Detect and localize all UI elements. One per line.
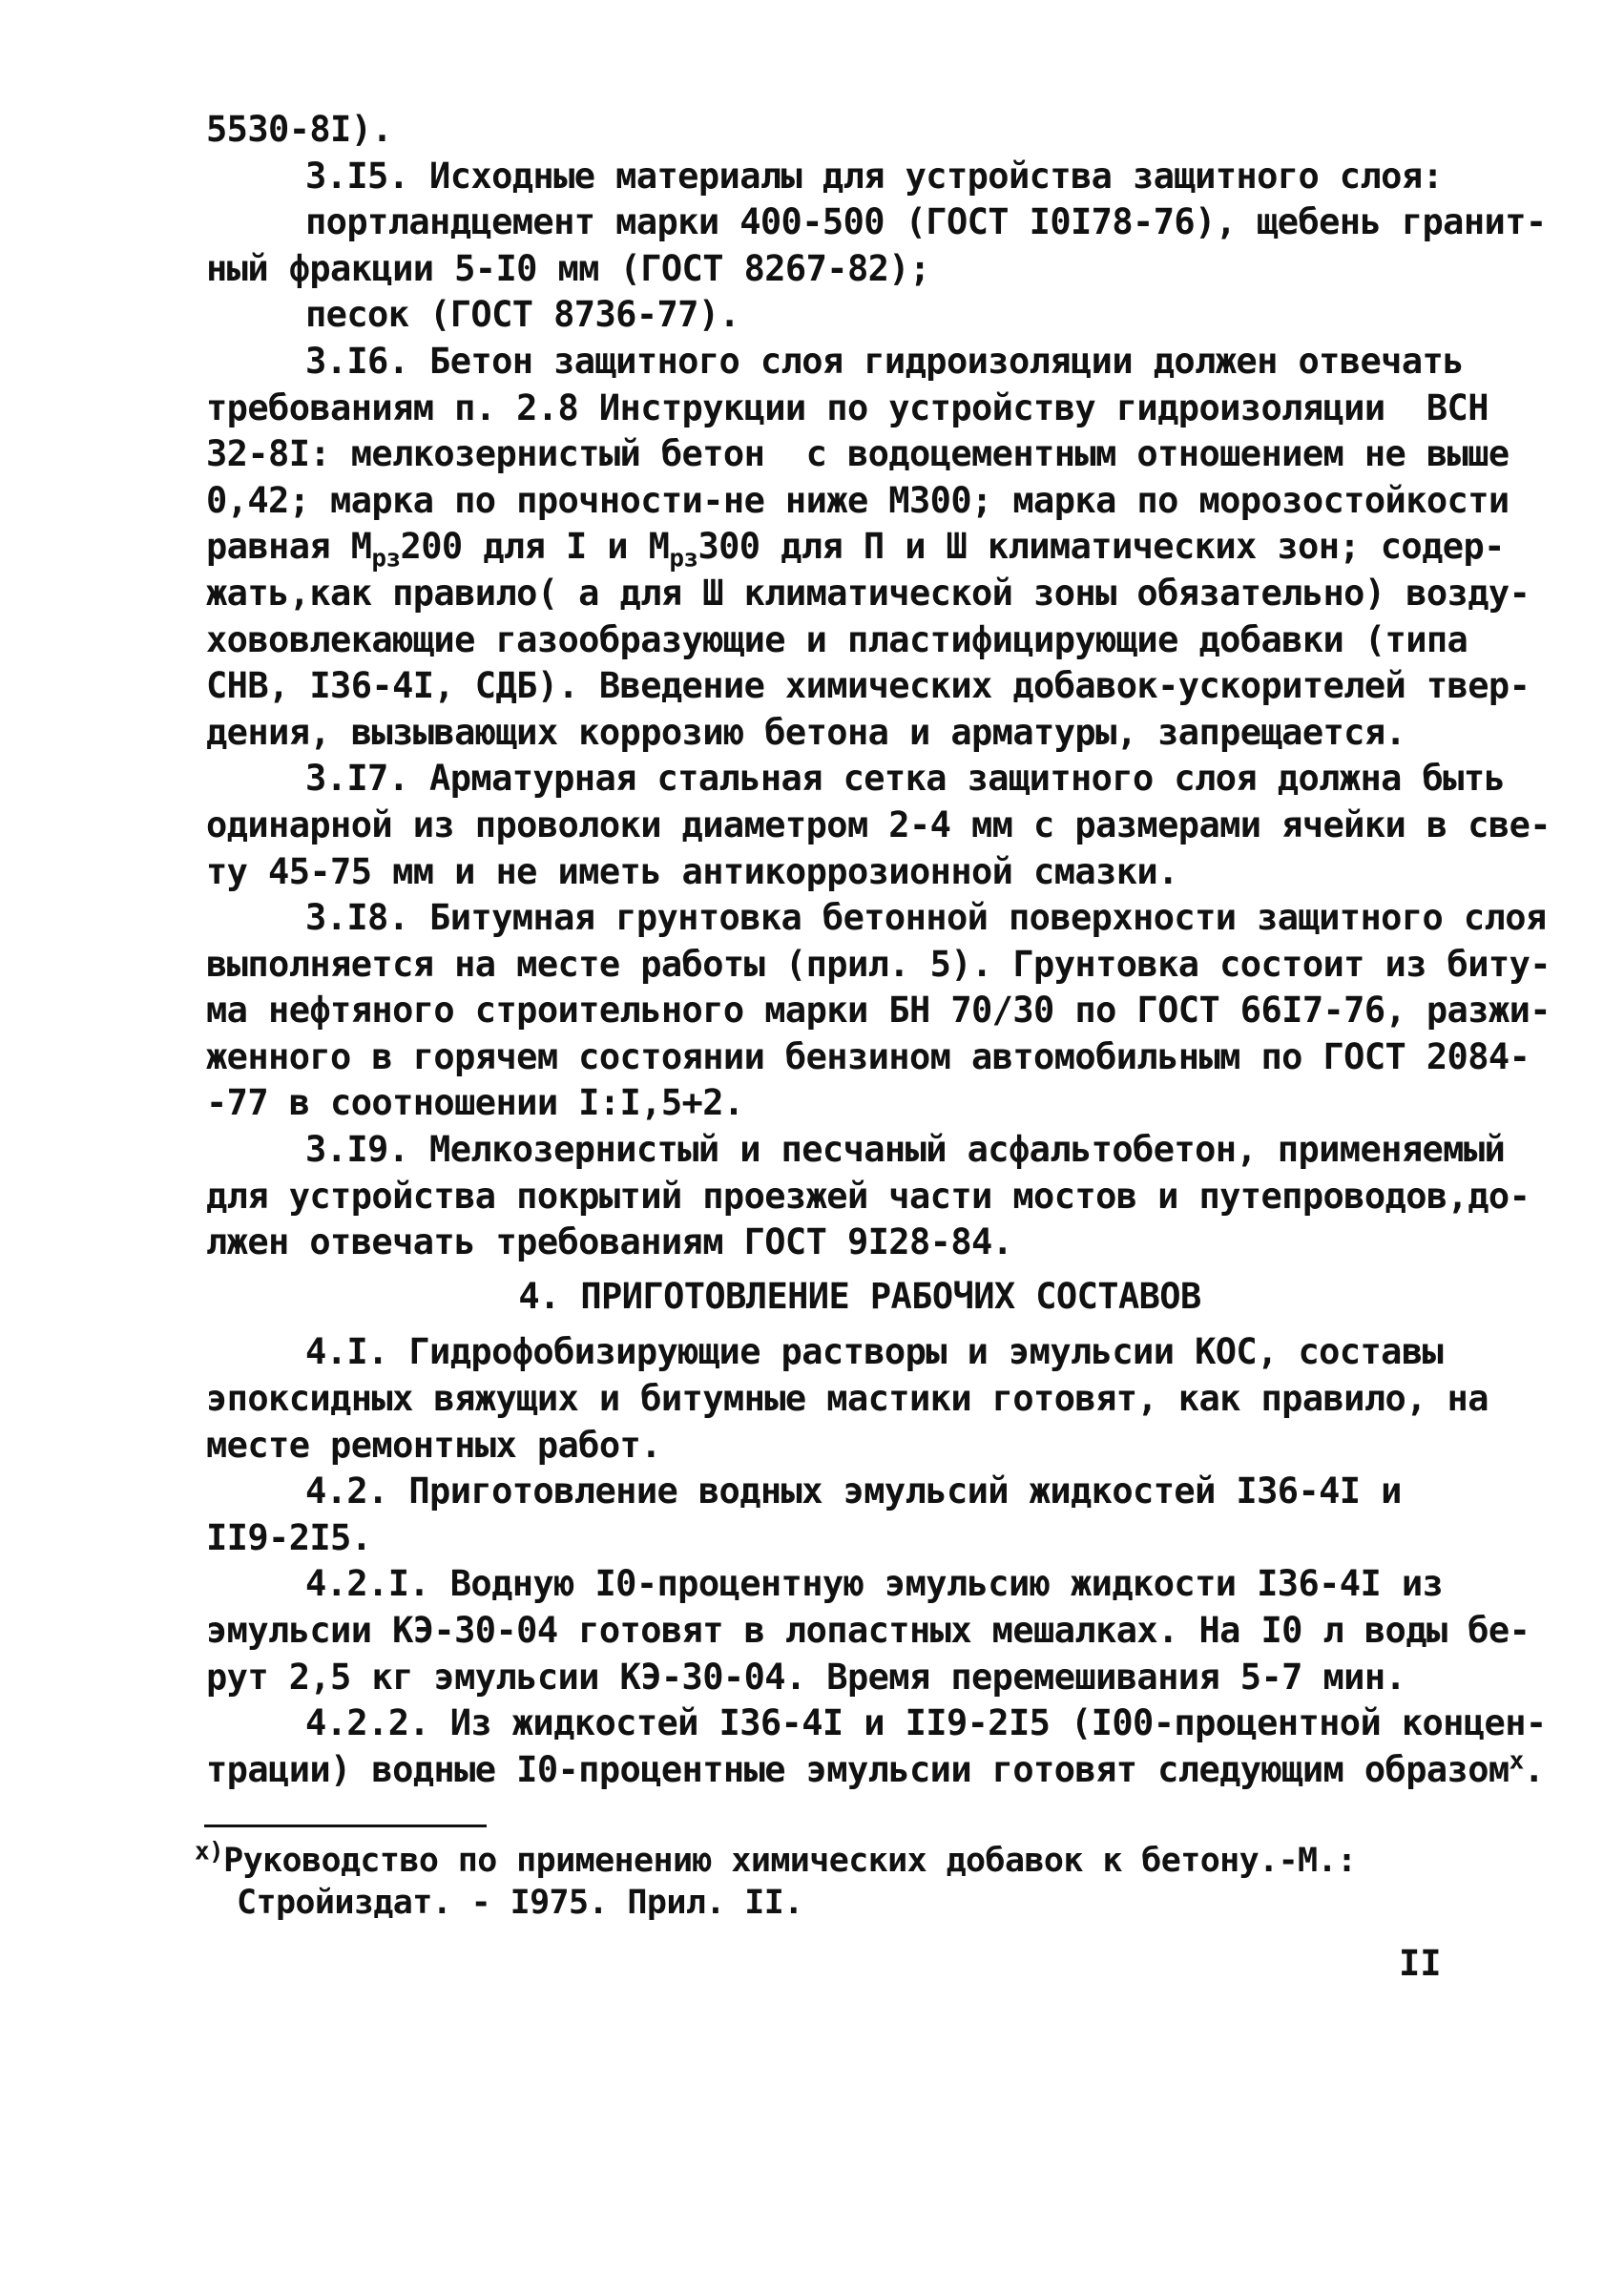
text-line: II9-2I5. [206,1516,372,1558]
text-line: требованиям п. 2.8 Инструкции по устройству гидроизоляции ВСН [206,386,1489,428]
body-text [206,107,1551,1793]
text-line: дения, вызывающих коррозию бетона и арматуры, запрещается. [206,711,1406,753]
text-line: ту 45-75 мм и не иметь антикоррозионной смазки. [206,850,1178,892]
text-line: женного в горячем состоянии бензином автомобильным по ГОСТ 2084- [206,1035,1530,1077]
text-line: 32-8I: мелкозернистый бетон с водоцементным отношением не выше [206,433,1509,475]
text-line: 5530-8I). [206,109,393,150]
page-number: II [1399,1943,1442,1984]
text-fragment: . [1523,1748,1545,1790]
superscript: х [1509,1746,1524,1776]
text-line: лжен отвечать требованиям ГОСТ 9I28-84. [206,1221,1013,1263]
footnote-marker: х) [195,1837,224,1866]
text-fragment: 300 для П и Ш климатических зон; содер- [697,526,1505,568]
footnote-divider [204,1825,487,1827]
text-line: ный фракции 5-I0 мм (ГОСТ 8267-82); [206,247,930,289]
section-heading: 4. ПРИГОТОВЛЕНИЕ РАБОЧИХ СОСТАВОВ [518,1275,1201,1317]
text-line: месте ремонтных работ. [206,1424,661,1466]
text-line: ма нефтяного строительного марки БН 70/30 по ГОСТ 66I7-76, разжи- [206,990,1551,1032]
text-line: рут 2,5 кг эмульсии КЭ-30-04. Время перемешивания 5-7 мин. [206,1656,1406,1698]
text-fragment: 200 для I и М [400,526,670,568]
subscript: рз [371,544,401,573]
text-line [206,524,1505,573]
text-line: выполняется на месте работы (прил. 5). Грунтовка состоит из биту- [206,943,1551,985]
text-line: 3.I7. Арматурная стальная сетка защитного слоя должна быть [305,758,1506,800]
text-line: одинарной из проволоки диаметром 2-4 мм с размерами ячейки в све- [206,803,1551,845]
text-line: хововлекающие газообразующие и пластифицирующие добавки (типа [206,618,1468,660]
text-line: 3.I8. Битумная грунтовка бетонной поверхности защитного слоя [305,897,1547,939]
text-line: 4.2. Приготовление водных эмульсий жидкостей I36-4I и [305,1470,1402,1512]
text-line: жать,как правило( а для Ш климатической зоны обязательно) возду- [206,572,1530,614]
text-line: портландцемент марки 400-500 (ГОСТ I0I78-76), щебень гранит- [305,201,1547,243]
text-line: 3.I6. Бетон защитного слоя гидроизоляции должен отвечать [305,340,1464,382]
text-fragment: трации) водные I0-процентные эмульсии готовят следующим образом [206,1748,1509,1790]
text-line: 4.2.2. Из жидкостей I36-4I и II9-2I5 (I00-процентной концен- [305,1702,1547,1744]
text-line: эпоксидных вяжущих и битумные мастики готовят, как правило, на [206,1378,1489,1420]
text-line: СНВ, I36-4I, СДБ). Введение химических добавок-ускорителей твер- [206,665,1530,707]
text-line: -77 в соотношении I:I,5+2. [206,1082,744,1124]
text-line: 4.I. Гидрофобизирующие растворы и эмульсии КОС, составы [305,1331,1444,1373]
text-line [206,1746,1545,1794]
text-line: эмульсии КЭ-30-04 готовят в лопастных мешалках. На I0 л воды бе- [206,1610,1530,1651]
footnote-line: Стройиздат. - I975. Прил. II. [237,1884,803,1922]
footnote-line [195,1837,1473,1882]
text-line: 0,42; марка по прочности-не ниже М300; марка по морозостойкости [206,479,1509,521]
footnote [195,1837,1473,1924]
text-line: 3.I9. Мелкозернистый и песчаный асфальтобетон, применяемый [305,1129,1506,1171]
text-line: песок (ГОСТ 8736-77). [305,294,740,336]
text-line: 3.I5. Исходные материалы для устройства защитного слоя: [305,155,1444,197]
subscript: рз [669,544,698,573]
footnote-text: Руководство по применению химических добавок к бетону.-М.: [223,1842,1357,1880]
text-fragment: равная М [206,526,372,568]
text-line: 4.2.I. Водную I0-процентную эмульсию жидкости I36-4I из [305,1563,1444,1605]
text-line: для устройства покрытий проезжей части мостов и путепроводов,до- [206,1175,1530,1217]
